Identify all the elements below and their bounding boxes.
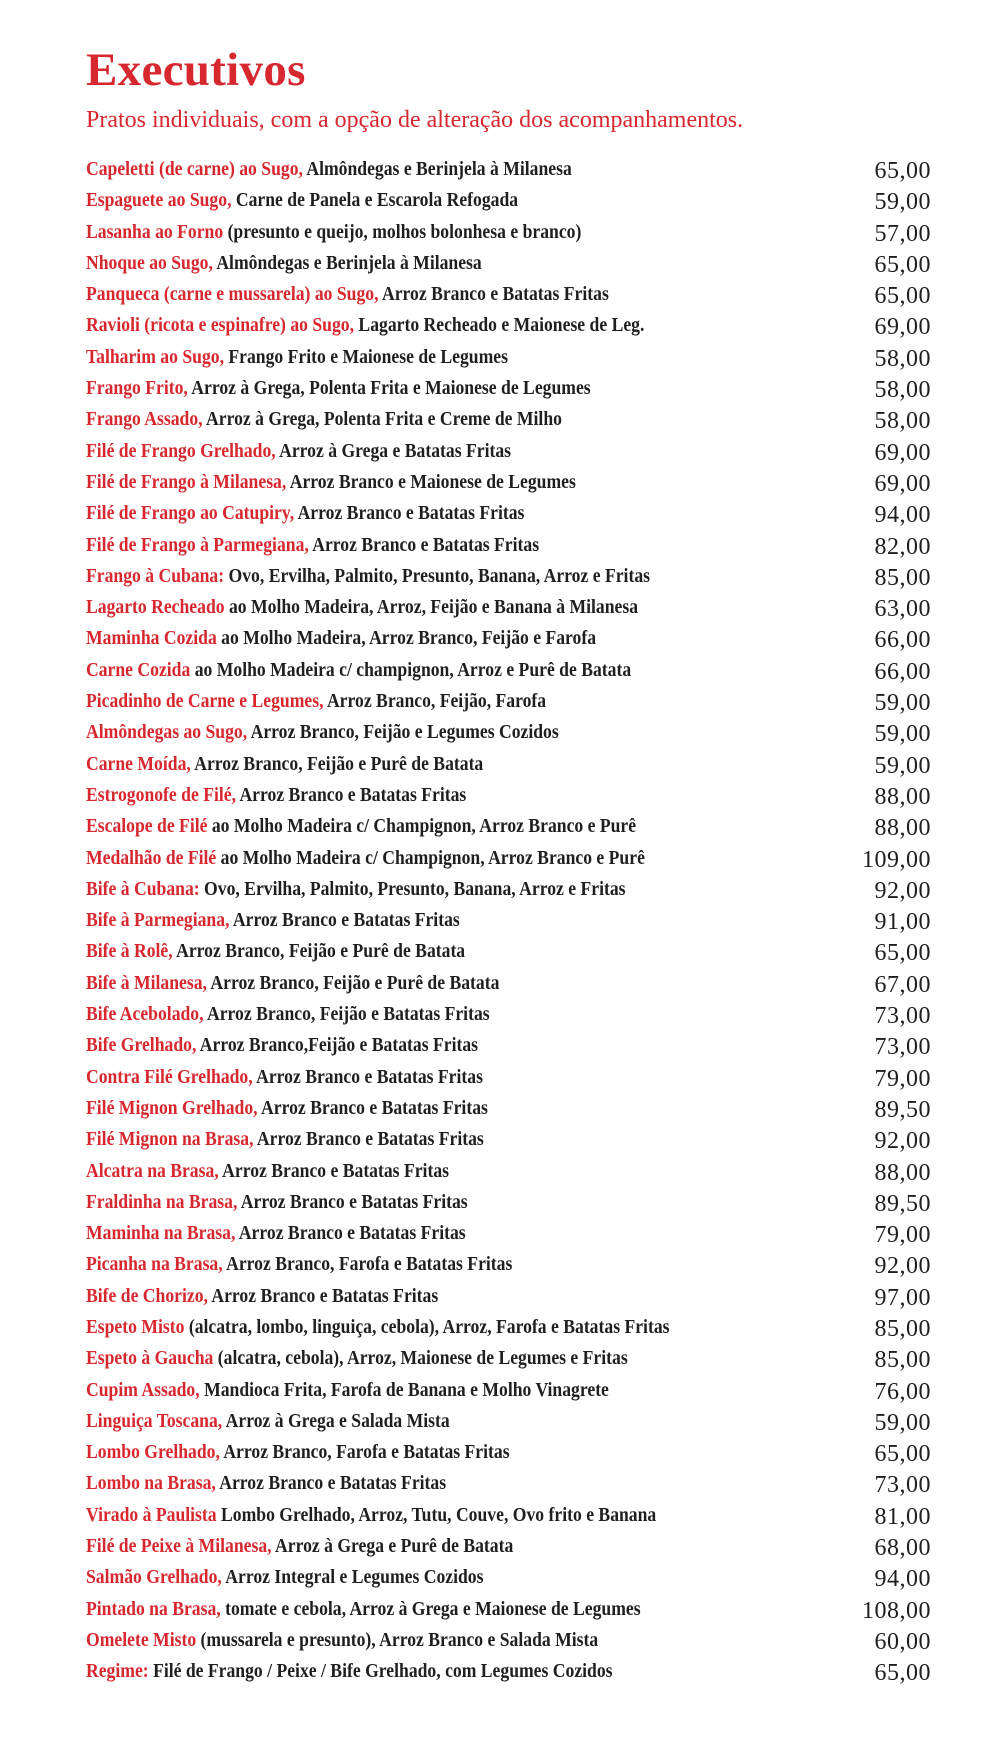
menu-item xyxy=(86,905,931,936)
menu-item xyxy=(86,1249,931,1280)
menu-item xyxy=(86,1062,931,1093)
menu-item xyxy=(86,342,931,373)
dish-description: Arroz Branco e Batatas Fritas xyxy=(236,783,467,806)
dish-name: Carne Moída, xyxy=(86,752,191,775)
menu-item xyxy=(86,717,931,748)
dish-price: 97,00 xyxy=(874,1284,931,1311)
dish-price: 65,00 xyxy=(874,1441,931,1468)
dish-name: Filé de Frango ao Catupiry, xyxy=(86,502,295,525)
dish-name: Bife à Rolê, xyxy=(86,940,173,963)
dish-text xyxy=(86,1343,628,1374)
menu-item xyxy=(86,154,931,185)
dish-text xyxy=(86,436,511,467)
dish-price: 79,00 xyxy=(874,1065,931,1092)
dish-text xyxy=(86,999,490,1030)
dish-text xyxy=(86,1124,484,1155)
dish-text xyxy=(86,248,482,279)
dish-description: Arroz Branco e Batatas Fritas xyxy=(218,1159,450,1182)
dish-text xyxy=(86,1531,513,1562)
dish-price: 58,00 xyxy=(874,377,931,404)
menu-item xyxy=(86,467,931,498)
dish-description: Arroz Branco, Farofa e Batatas Fritas xyxy=(222,1253,513,1276)
page-subtitle: Pratos individuais, com a opção de alteração dos acompanhamentos. xyxy=(86,107,744,133)
menu-item xyxy=(86,811,931,842)
dish-text xyxy=(86,279,609,310)
dish-text xyxy=(86,843,645,874)
dish-description: Arroz à Grega e Salada Mista xyxy=(222,1409,450,1432)
dish-price: 88,00 xyxy=(874,1159,931,1186)
dish-description: Arroz à Grega e Batatas Fritas xyxy=(275,439,512,462)
dish-name: Filé Mignon Grelhado, xyxy=(86,1096,258,1119)
menu-item xyxy=(86,1406,931,1437)
dish-price: 66,00 xyxy=(874,658,931,685)
dish-price: 89,50 xyxy=(874,1190,931,1217)
menu-item xyxy=(86,968,931,999)
dish-description: Arroz Branco e Batatas Fritas xyxy=(308,533,540,556)
dish-price: 109,00 xyxy=(862,846,931,873)
dish-price: 81,00 xyxy=(874,1503,931,1530)
menu-item xyxy=(86,1375,931,1406)
dish-name: Frango Assado, xyxy=(86,408,203,431)
dish-name: Bife Grelhado, xyxy=(86,1034,197,1057)
dish-text xyxy=(86,749,483,780)
dish-name: Almôndegas ao Sugo, xyxy=(86,721,248,744)
dish-name: Panqueca (carne e mussarela) ao Sugo, xyxy=(86,283,379,306)
dish-description: Filé de Frango / Peixe / Bife Grelhado, com Legumes Cozidos xyxy=(148,1660,613,1683)
menu-item xyxy=(86,1562,931,1593)
dish-price: 73,00 xyxy=(874,1034,931,1061)
dish-name: Bife de Chorizo, xyxy=(86,1284,208,1307)
dish-name: Bife Acebolado, xyxy=(86,1003,204,1026)
dish-price: 69,00 xyxy=(874,439,931,466)
dish-description: Lombo Grelhado, Arroz, Tutu, Couve, Ovo frito e Banana xyxy=(216,1503,657,1526)
dish-text xyxy=(86,905,460,936)
dish-description: ao Molho Madeira c/ champignon, Arroz e Purê de Batata xyxy=(190,658,632,681)
menu-item xyxy=(86,1030,931,1061)
dish-price: 65,00 xyxy=(874,1660,931,1687)
dish-text xyxy=(86,1030,478,1061)
dish-description: Ovo, Ervilha, Palmito, Presunto, Banana, Arroz e Fritas xyxy=(199,877,626,900)
dish-name: Bife à Cubana: xyxy=(86,877,200,900)
dish-price: 66,00 xyxy=(874,627,931,654)
dish-text xyxy=(86,342,508,373)
dish-price: 59,00 xyxy=(874,1409,931,1436)
menu-item xyxy=(86,1124,931,1155)
dish-text xyxy=(86,1562,483,1593)
dish-name: Lombo na Brasa, xyxy=(86,1472,216,1495)
dish-name: Filé de Frango Grelhado, xyxy=(86,439,276,462)
dish-description: Almôndegas e Berinjela à Milanesa xyxy=(212,251,482,274)
dish-description: Arroz Branco,Feijão e Batatas Fritas xyxy=(196,1034,479,1057)
menu-item xyxy=(86,1594,931,1625)
dish-price: 69,00 xyxy=(874,314,931,341)
menu-item xyxy=(86,1093,931,1124)
menu-item xyxy=(86,1625,931,1656)
menu-item xyxy=(86,1187,931,1218)
dish-name: Bife à Milanesa, xyxy=(86,971,207,994)
dish-price: 63,00 xyxy=(874,596,931,623)
dish-description: Arroz à Grega, Polenta Frita e Creme de Milho xyxy=(202,408,562,431)
dish-price: 85,00 xyxy=(874,1315,931,1342)
menu-item xyxy=(86,1656,931,1687)
dish-name: Ravioli (ricota e espinafre) ao Sugo, xyxy=(86,314,355,337)
dish-description: Arroz Branco, Feijão e Purê de Batata xyxy=(206,971,500,994)
dish-price: 59,00 xyxy=(874,752,931,779)
menu-item xyxy=(86,248,931,279)
menu-item xyxy=(86,592,931,623)
dish-text xyxy=(86,310,644,341)
dish-text xyxy=(86,1468,446,1499)
dish-description: Arroz Branco, Feijão e Batatas Fritas xyxy=(203,1003,490,1026)
dish-description: Arroz Branco e Batatas Fritas xyxy=(237,1190,468,1213)
dish-text xyxy=(86,780,466,811)
menu-item xyxy=(86,1437,931,1468)
dish-description: Arroz Integral e Legumes Cozidos xyxy=(221,1566,484,1589)
menu-item xyxy=(86,530,931,561)
dish-description: Arroz Branco e Maionese de Legumes xyxy=(286,470,576,493)
dish-price: 60,00 xyxy=(874,1628,931,1655)
dish-name: Frango à Cubana: xyxy=(86,564,225,587)
dish-description: (alcatra, lombo, linguiça, cebola), Arroz, Farofa e Batatas Fritas xyxy=(184,1315,670,1338)
dish-price: 58,00 xyxy=(874,408,931,435)
dish-name: Fraldinha na Brasa, xyxy=(86,1190,238,1213)
dish-name: Lasanha ao Forno xyxy=(86,220,224,243)
dish-description: Arroz à Grega, Polenta Frita e Maionese de Legumes xyxy=(187,377,591,400)
dish-description: Frango Frito e Maionese de Legumes xyxy=(223,345,508,368)
dish-text xyxy=(86,1093,488,1124)
dish-description: Arroz Branco e Batatas Fritas xyxy=(235,1222,466,1245)
dish-name: Maminha na Brasa, xyxy=(86,1222,236,1245)
dish-price: 65,00 xyxy=(874,158,931,184)
dish-description: tomate e cebola, Arroz à Grega e Maionese de Legumes xyxy=(220,1597,641,1620)
dish-description: Lagarto Recheado e Maionese de Leg. xyxy=(354,314,645,337)
dish-description: Arroz Branco e Batatas Fritas xyxy=(294,502,525,525)
dish-name: Alcatra na Brasa, xyxy=(86,1159,219,1182)
dish-text xyxy=(86,467,576,498)
dish-name: Nhoque ao Sugo, xyxy=(86,251,213,274)
dish-description: ao Molho Madeira c/ Champignon, Arroz Branco e Purê xyxy=(216,846,645,869)
dish-price: 73,00 xyxy=(874,1003,931,1030)
dish-text xyxy=(86,874,626,905)
dish-price: 67,00 xyxy=(874,971,931,998)
menu-item xyxy=(86,780,931,811)
dish-text xyxy=(86,1062,483,1093)
dish-price: 108,00 xyxy=(862,1597,931,1624)
dish-description: Arroz Branco e Batatas Fritas xyxy=(253,1128,484,1151)
dish-text xyxy=(86,561,650,592)
dish-description: Arroz Branco, Feijão e Purê de Batata xyxy=(172,940,466,963)
menu-item xyxy=(86,279,931,310)
dish-price: 65,00 xyxy=(874,251,931,278)
menu-item xyxy=(86,1531,931,1562)
dish-description: Arroz Branco e Batatas Fritas xyxy=(207,1284,439,1307)
dish-price: 73,00 xyxy=(874,1472,931,1499)
dish-name: Maminha Cozida xyxy=(86,627,217,650)
menu-item xyxy=(86,404,931,435)
menu-item xyxy=(86,999,931,1030)
dish-text xyxy=(86,373,591,404)
menu-item xyxy=(86,217,931,248)
dish-price: 92,00 xyxy=(874,1253,931,1280)
dish-price: 94,00 xyxy=(874,1566,931,1593)
dish-price: 92,00 xyxy=(874,1128,931,1155)
menu-item xyxy=(86,1312,931,1343)
dish-text xyxy=(86,530,539,561)
dish-text xyxy=(86,1218,466,1249)
dish-description: Carne de Panela e Escarola Refogada xyxy=(231,189,519,212)
dish-price: 85,00 xyxy=(874,1347,931,1374)
dish-description: Arroz Branco e Batatas Fritas xyxy=(252,1065,483,1088)
dish-name: Filé de Frango à Parmegiana, xyxy=(86,533,309,556)
dish-description: Arroz Branco e Batatas Fritas xyxy=(229,909,460,932)
menu-item xyxy=(86,1468,931,1499)
dish-name: Espaguete ao Sugo, xyxy=(86,189,232,212)
dish-price: 65,00 xyxy=(874,940,931,967)
dish-name: Picadinho de Carne e Legumes, xyxy=(86,690,324,713)
dish-text xyxy=(86,154,572,185)
dish-description: Arroz Branco e Batatas Fritas xyxy=(378,283,609,306)
dish-name: Picanha na Brasa, xyxy=(86,1253,223,1276)
dish-price: 88,00 xyxy=(874,815,931,842)
menu-item xyxy=(86,310,931,341)
dish-name: Filé Mignon na Brasa, xyxy=(86,1128,254,1151)
dish-price: 59,00 xyxy=(874,721,931,748)
dish-name: Filé de Peixe à Milanesa, xyxy=(86,1535,272,1558)
menu-item xyxy=(86,1156,931,1187)
dish-text xyxy=(86,185,518,216)
dish-description: (mussarela e presunto), Arroz Branco e Salada Mista xyxy=(196,1628,599,1651)
dish-text xyxy=(86,1312,669,1343)
dish-description: Arroz Branco e Batatas Fritas xyxy=(215,1472,447,1495)
dish-description: (alcatra, cebola), Arroz, Maionese de Legumes e Fritas xyxy=(213,1347,628,1370)
dish-text xyxy=(86,1656,613,1687)
dish-price: 92,00 xyxy=(874,877,931,904)
menu-item xyxy=(86,561,931,592)
dish-name: Espeto Misto xyxy=(86,1315,185,1338)
dish-text xyxy=(86,655,631,686)
dish-price: 58,00 xyxy=(874,345,931,372)
dish-text xyxy=(86,686,546,717)
menu-item xyxy=(86,185,931,216)
dish-name: Medalhão de Filé xyxy=(86,846,217,869)
menu-item xyxy=(86,623,931,654)
menu-item xyxy=(86,936,931,967)
dish-description: Mandioca Frita, Farofa de Banana e Molho Vinagrete xyxy=(199,1378,609,1401)
menu-item xyxy=(86,686,931,717)
dish-name: Lagarto Recheado xyxy=(86,596,225,619)
menu-item xyxy=(86,1500,931,1531)
dish-description: Arroz Branco, Farofa e Batatas Fritas xyxy=(219,1441,510,1464)
dish-text xyxy=(86,1625,598,1656)
dish-text xyxy=(86,217,581,248)
dish-description: Arroz Branco, Feijão, Farofa xyxy=(323,690,547,713)
dish-text xyxy=(86,1437,510,1468)
dish-price: 88,00 xyxy=(874,783,931,810)
menu-item xyxy=(86,655,931,686)
menu-item xyxy=(86,1281,931,1312)
dish-price: 94,00 xyxy=(874,502,931,529)
menu-item xyxy=(86,498,931,529)
menu-item xyxy=(86,436,931,467)
dish-name: Escalope de Filé xyxy=(86,815,208,838)
dish-text xyxy=(86,498,524,529)
dish-description: Arroz Branco, Feijão e Legumes Cozidos xyxy=(247,721,559,744)
dish-text xyxy=(86,811,636,842)
dish-name: Estrogonofe de Filé, xyxy=(86,783,237,806)
page-title: Executivos xyxy=(86,44,306,96)
dish-name: Pintado na Brasa, xyxy=(86,1597,221,1620)
menu-item xyxy=(86,874,931,905)
dish-price: 91,00 xyxy=(874,909,931,936)
menu-item xyxy=(86,373,931,404)
dish-description: ao Molho Madeira c/ Champignon, Arroz Branco e Purê xyxy=(207,815,637,838)
dish-name: Talharim ao Sugo, xyxy=(86,345,224,368)
dish-price: 82,00 xyxy=(874,533,931,560)
dish-text xyxy=(86,623,596,654)
dish-name: Cupim Assado, xyxy=(86,1378,200,1401)
dish-description: Arroz Branco, Feijão e Purê de Batata xyxy=(190,752,484,775)
dish-description: (presunto e queijo, molhos bolonhesa e branco) xyxy=(223,220,582,243)
dish-description: Arroz à Grega e Purê de Batata xyxy=(271,1535,514,1558)
dish-text xyxy=(86,936,465,967)
dish-description: ao Molho Madeira, Arroz, Feijão e Banana à Milanesa xyxy=(224,596,639,619)
dish-text xyxy=(86,1500,656,1531)
dish-name: Contra Filé Grelhado, xyxy=(86,1065,253,1088)
dish-name: Espeto à Gaucha xyxy=(86,1347,214,1370)
dish-price: 65,00 xyxy=(874,283,931,310)
dish-description: Almôndegas e Berinjela à Milanesa xyxy=(302,158,572,180)
dish-text xyxy=(86,968,499,999)
dish-price: 76,00 xyxy=(874,1378,931,1405)
dish-price: 89,50 xyxy=(874,1096,931,1123)
dish-price: 59,00 xyxy=(874,690,931,717)
dish-text xyxy=(86,1406,450,1437)
dish-name: Salmão Grelhado, xyxy=(86,1566,222,1589)
dish-name: Bife à Parmegiana, xyxy=(86,909,230,932)
dish-text xyxy=(86,1187,468,1218)
dish-text xyxy=(86,1281,438,1312)
dish-text xyxy=(86,404,562,435)
menu-list xyxy=(86,154,931,1688)
dish-text xyxy=(86,1249,512,1280)
dish-name: Virado à Paulista xyxy=(86,1503,217,1526)
dish-text xyxy=(86,717,559,748)
dish-price: 57,00 xyxy=(874,220,931,247)
dish-description: Ovo, Ervilha, Palmito, Presunto, Banana, Arroz e Fritas xyxy=(224,564,650,587)
dish-name: Capeletti (de carne) ao Sugo, xyxy=(86,158,303,180)
dish-price: 68,00 xyxy=(874,1535,931,1562)
dish-price: 59,00 xyxy=(874,189,931,216)
menu-item xyxy=(86,843,931,874)
menu-item xyxy=(86,749,931,780)
dish-price: 79,00 xyxy=(874,1222,931,1249)
dish-name: Carne Cozida xyxy=(86,658,191,681)
dish-name: Omelete Misto xyxy=(86,1628,197,1651)
dish-price: 69,00 xyxy=(874,470,931,497)
menu-item xyxy=(86,1218,931,1249)
dish-name: Frango Frito, xyxy=(86,377,188,400)
dish-text xyxy=(86,1375,609,1406)
dish-description: Arroz Branco e Batatas Fritas xyxy=(257,1096,488,1119)
dish-price: 85,00 xyxy=(874,564,931,591)
dish-name: Regime: xyxy=(86,1660,149,1683)
menu-item xyxy=(86,1343,931,1374)
dish-name: Filé de Frango à Milanesa, xyxy=(86,470,287,493)
dish-text xyxy=(86,1156,449,1187)
dish-text xyxy=(86,592,638,623)
dish-name: Linguiça Toscana, xyxy=(86,1409,223,1432)
dish-text xyxy=(86,1594,641,1625)
dish-description: ao Molho Madeira, Arroz Branco, Feijão e Farofa xyxy=(216,627,597,650)
dish-name: Lombo Grelhado, xyxy=(86,1441,220,1464)
